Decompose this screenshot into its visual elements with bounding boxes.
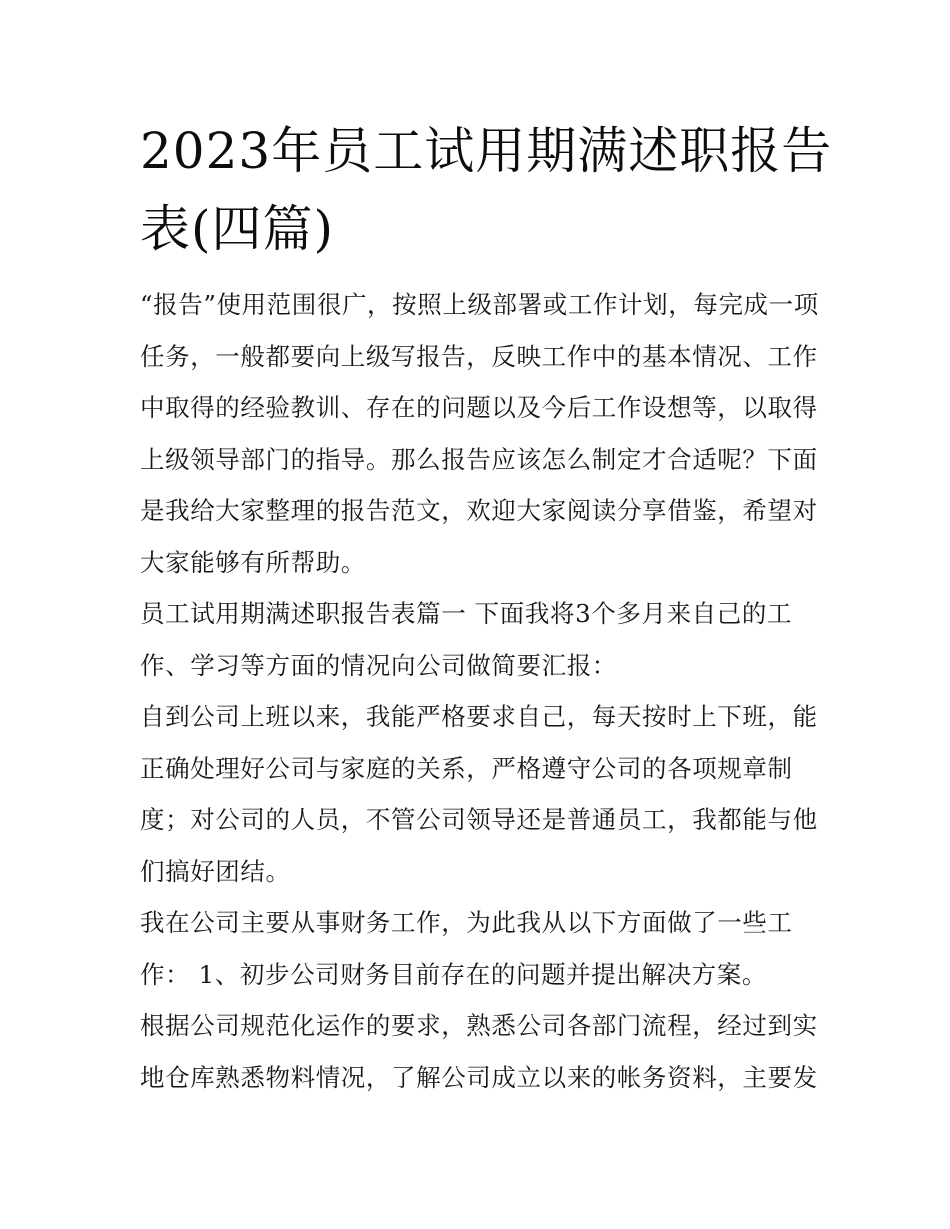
document-body xyxy=(140,279,830,1103)
body-line: 度；对公司的人员，不管公司领导还是普通员工，我都能与他 xyxy=(140,805,818,834)
body-line: 任务，一般都要向上级写报告，反映工作中的基本情况、工作 xyxy=(140,341,818,371)
title-line-2: 表(四篇) xyxy=(140,200,335,258)
body-line: 地仓库熟悉物料情况，了解公司成立以来的帐务资料，主要发 xyxy=(140,1062,818,1092)
body-line: 员工试用期满述职报告表篇一 下面我将3个多月来自己的工 xyxy=(140,599,793,628)
body-line: 作： 1、初步公司财务目前存在的问题并提出解决方案。 xyxy=(140,959,767,989)
body-line: 是我给大家整理的报告范文，欢迎大家阅读分享借鉴，希望对 xyxy=(140,496,818,525)
body-line: 中取得的经验教训、存在的问题以及今后工作设想等，以取得 xyxy=(140,393,818,422)
title-line-1: 2023年员工试用期满述职报告 xyxy=(140,122,833,180)
body-line: 正确处理好公司与家庭的关系，严格遵守公司的各项规章制 xyxy=(140,753,793,783)
body-line: 作、学习等方面的情况向公司做简要汇报： xyxy=(140,650,617,680)
document-title xyxy=(140,112,833,268)
body-line: 根据公司规范化运作的要求，熟悉公司各部门流程，经过到实 xyxy=(140,1011,818,1040)
body-line: 们搞好团结。 xyxy=(140,856,291,886)
body-line: 自到公司上班以来，我能严格要求自己，每天按时上下班，能 xyxy=(140,702,818,731)
body-line: 我在公司主要从事财务工作，为此我从以下方面做了一些工 xyxy=(140,908,793,937)
body-line: 大家能够有所帮助。 xyxy=(140,547,366,577)
body-line: 上级领导部门的指导。那么报告应该怎么制定才合适呢？下面 xyxy=(140,444,818,474)
body-line: “报告”使用范围很广，按照上级部署或工作计划，每完成一项 xyxy=(140,290,819,319)
